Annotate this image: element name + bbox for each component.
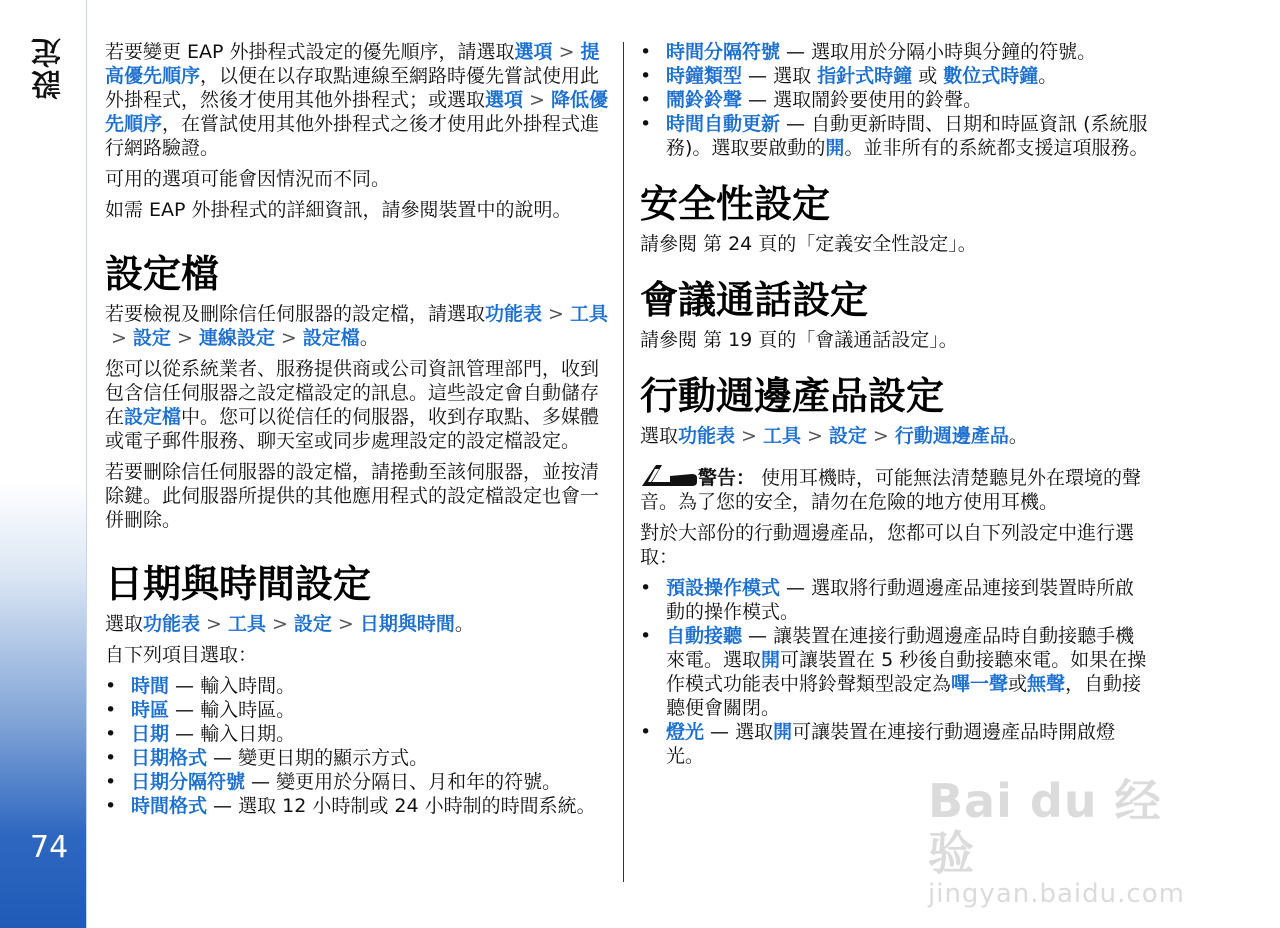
- column-divider: [623, 42, 624, 882]
- link-lower-priority[interactable]: 降低優先順序: [105, 89, 608, 135]
- heading-date-time: 日期與時間設定: [105, 562, 372, 606]
- link-auto-time-update[interactable]: 時間自動更新: [666, 113, 781, 135]
- heading-enhancement: 行動週邊產品設定: [640, 374, 945, 418]
- list-item: • 時間格式 — 選取 12 小時制或 24 小時制的時間系統。: [105, 794, 613, 818]
- link-beep-once[interactable]: 嗶一聲: [951, 673, 1009, 695]
- link-date[interactable]: 日期: [131, 723, 170, 745]
- list-item: • 燈光 — 選取開可讓裝置在連接行動週邊產品時開啟燈光。: [640, 720, 1150, 768]
- link-options[interactable]: 選項: [514, 41, 553, 63]
- enhancement-list: [640, 576, 1150, 768]
- warning-hand-icon: [640, 462, 698, 488]
- heading-profiles: 設定檔: [105, 252, 220, 296]
- watermark: Bai du 经验 jingyan.baidu.com: [928, 774, 1185, 909]
- link-date-separator[interactable]: 日期分隔符號: [131, 771, 246, 793]
- link-menu-dt[interactable]: 功能表: [143, 613, 201, 635]
- list-item: • 日期格式 — 變更日期的顯示方式。: [105, 746, 613, 770]
- eap-help-paragraph: 如需 EAP 外掛程式的詳細資訊，請參閱裝置中的說明。: [105, 199, 572, 221]
- link-enhancements[interactable]: 行動週邊產品: [894, 425, 1009, 447]
- list-item: • 時鐘類型 — 選取 指針式時鐘 或 數位式時鐘。: [640, 64, 1150, 88]
- link-time-separator[interactable]: 時間分隔符號: [666, 41, 781, 63]
- sidebar-border: [86, 0, 87, 928]
- datetime-list: [105, 674, 613, 818]
- link-date-format[interactable]: 日期格式: [131, 747, 208, 769]
- left-column: [105, 40, 613, 824]
- link-clock-type[interactable]: 時鐘類型: [666, 65, 743, 87]
- datetime-intro: 自下列項目選取：: [105, 644, 258, 666]
- link-time[interactable]: 時間: [131, 675, 170, 697]
- time-settings-list: [640, 40, 1150, 160]
- conference-reference: 請參閱 第 19 頁的「會議通話設定」。: [640, 329, 958, 351]
- link-default-profile[interactable]: 預設操作模式: [666, 577, 781, 599]
- right-column: [640, 40, 1150, 774]
- link-settings-dt[interactable]: 設定: [293, 613, 332, 635]
- link-time-format[interactable]: 時間格式: [131, 795, 208, 817]
- link-on-3[interactable]: 開: [773, 721, 793, 743]
- options-vary-paragraph: 可用的選項可能會因情況而不同。: [105, 168, 391, 190]
- link-options-2[interactable]: 選項: [485, 89, 524, 111]
- warning-paragraph: 警告： 使用耳機時，可能無法清楚聽見外在環境的聲音。為了您的安全，請勿在危險的地方使用耳機。: [640, 462, 1150, 514]
- page-number: 74: [30, 830, 69, 865]
- link-menu-enh[interactable]: 功能表: [678, 425, 736, 447]
- link-silent[interactable]: 無聲: [1027, 673, 1066, 695]
- link-connection-settings[interactable]: 連線設定: [198, 327, 275, 349]
- list-item: • 時間 — 輸入時間。: [105, 674, 613, 698]
- link-settings-enh[interactable]: 設定: [828, 425, 867, 447]
- sidebar: [0, 0, 86, 928]
- list-item: • 日期 — 輸入日期。: [105, 722, 613, 746]
- link-digital-clock[interactable]: 數位式時鐘: [943, 65, 1039, 87]
- heading-security: 安全性設定: [640, 182, 831, 226]
- profiles-path-paragraph: 若要檢視及刪除信任伺服器的設定檔，請選取功能表 > 工具> 設定 > 連線設定 > 設定檔。: [105, 303, 608, 349]
- link-on[interactable]: 開: [825, 137, 845, 159]
- link-analog-clock[interactable]: 指針式時鐘: [817, 65, 913, 87]
- link-profiles[interactable]: 設定檔: [302, 327, 360, 349]
- security-reference: 請參閱 第 24 頁的「定義安全性設定」。: [640, 233, 977, 255]
- link-settings[interactable]: 設定: [132, 327, 171, 349]
- list-item: • 時間自動更新 — 自動更新時間、日期和時區資訊 (系統服務)。選取要啟動的開。並非所有的系統都支援這項服務。: [640, 112, 1150, 160]
- link-alarm-tone[interactable]: 鬧鈴鈴聲: [666, 89, 743, 111]
- link-raise-priority[interactable]: 提高優先順序: [105, 41, 600, 87]
- list-item: • 日期分隔符號 — 變更用於分隔日、月和年的符號。: [105, 770, 613, 794]
- list-item: • 鬧鈴鈴聲 — 選取鬧鈴要使用的鈴聲。: [640, 88, 1150, 112]
- link-tools-dt[interactable]: 工具: [227, 613, 266, 635]
- link-lights[interactable]: 燈光: [666, 721, 705, 743]
- list-item: • 時間分隔符號 — 選取用於分隔小時與分鐘的符號。: [640, 40, 1150, 64]
- list-item: • 自動接聽 — 讓裝置在連接行動週邊產品時自動接聽手機來電。選取開可讓裝置在 5 秒後自動接聽來電。如果在操作模式功能表中將鈴聲類型設定為嗶一聲或無聲，自動接聽便會關閉。: [640, 624, 1150, 720]
- link-tools[interactable]: 工具: [569, 303, 608, 325]
- link-on-2[interactable]: 開: [761, 649, 781, 671]
- list-item: • 預設操作模式 — 選取將行動週邊產品連接到裝置時所啟動的操作模式。: [640, 576, 1150, 624]
- enhancement-path-paragraph: 選取功能表 > 工具 > 設定 > 行動週邊產品。: [640, 425, 1028, 447]
- link-profiles-2[interactable]: 設定檔: [124, 406, 182, 428]
- link-menu[interactable]: 功能表: [485, 303, 543, 325]
- section-title: 設定: [32, 36, 67, 100]
- link-tools-enh[interactable]: 工具: [762, 425, 801, 447]
- heading-conference: 會議通話設定: [640, 278, 869, 322]
- link-date-time[interactable]: 日期與時間: [359, 613, 455, 635]
- eap-priority-paragraph: 若要變更 EAP 外掛程式設定的優先順序，請選取選項 > 提高優先順序，以便在以存取點連線至網路時優先嘗試使用此外掛程式，然後才使用其他外掛程式；或選取選項 > 降低優先順序，在嘗試使用其他外掛程式之後才使用此外掛程式進行網路驗證。: [105, 41, 608, 159]
- profiles-delete-paragraph: 若要刪除信任伺服器的設定檔，請捲動至該伺服器，並按清除鍵。此伺服器所提供的其他應用程式的設定檔設定也會一併刪除。: [105, 461, 600, 531]
- link-time-zone[interactable]: 時區: [131, 699, 170, 721]
- list-item: • 時區 — 輸入時區。: [105, 698, 613, 722]
- datetime-path-paragraph: 選取功能表 > 工具 > 設定 > 日期與時間。: [105, 613, 474, 635]
- enhancement-intro: 對於大部份的行動週邊產品，您都可以自下列設定中進行選取：: [640, 522, 1135, 568]
- link-auto-answer[interactable]: 自動接聽: [666, 625, 743, 647]
- profiles-info-paragraph: 您可以從系統業者、服務提供商或公司資訊管理部門，收到包含信任伺服器之設定檔設定的訊息。這些設定會自動儲存在設定檔中。您可以從信任的伺服器，收到存取點、多媒體或電子郵件服務、聊天室或同步處理設定的設定檔設定。: [105, 358, 600, 452]
